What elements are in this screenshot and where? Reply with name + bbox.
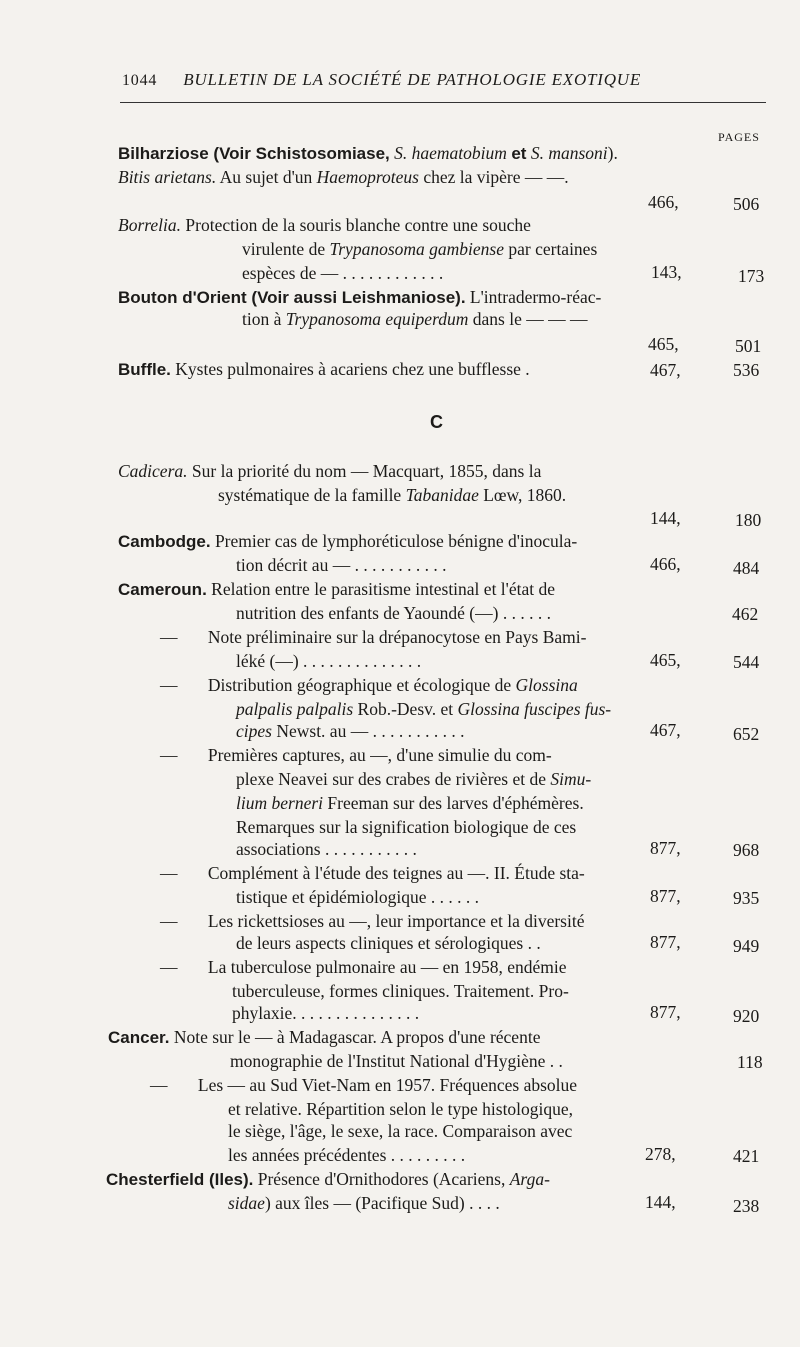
entry-line: le siège, l'âge, le sexe, la race. Comparaison avec (228, 1121, 573, 1141)
entry-line: tion à Trypanosoma equiperdum dans le — — — (242, 309, 588, 329)
entry-bitis: Bitis arietans. Au sujet d'un Haemoproteus chez la vipère — —. (118, 167, 569, 187)
entry-line: cipes Newst. au — . . . . . . . . . . . (236, 721, 465, 741)
page-ref: 421 (733, 1146, 760, 1166)
entry-line: lium berneri Freeman sur des larves d'éphémères. (236, 793, 584, 813)
sub-entry: — Premières captures, au —, d'une simulie du com- (160, 745, 552, 765)
page-ref: 238 (733, 1196, 760, 1216)
page-ref: 118 (737, 1052, 763, 1072)
entry-cancer: Cancer. Note sur le — à Madagascar. A propos d'une récente (108, 1027, 541, 1047)
entry-line: tistique et épidémiologique . . . . . . (236, 887, 480, 907)
sub-entry: — La tuberculose pulmonaire au — en 1958, endémie (160, 957, 567, 977)
sub-entry: — Complément à l'étude des teignes au —. II. Étude sta- (160, 863, 585, 883)
entry-line: phylaxie. . . . . . . . . . . . . . . (232, 1003, 420, 1023)
ref-number: 143, (651, 262, 682, 282)
ref-number: 466, (648, 192, 679, 212)
entry-line: systématique de la famille Tabanidae Lœw, 1860. (218, 485, 567, 505)
page-ref: 536 (733, 360, 760, 380)
entry-line: nutrition des enfants de Yaoundé (—) . . . . . . (236, 603, 551, 623)
entry-line: les années précédentes . . . . . . . . . (228, 1145, 466, 1165)
page-ref: 949 (733, 936, 760, 956)
entry-cadicera: Cadicera. Sur la priorité du nom — Macquart, 1855, dans la (118, 461, 542, 481)
section-letter: C (430, 412, 443, 432)
sub-entry: — Les — au Sud Viet-Nam en 1957. Fréquences absolue (150, 1075, 578, 1095)
sub-entry: — Distribution géographique et écologique de Glossina (160, 675, 578, 695)
page-ref: 180 (735, 510, 762, 530)
ref-number: 467, (650, 360, 681, 380)
page-ref: 652 (733, 724, 760, 744)
page-ref: 544 (733, 652, 760, 672)
ref-number: 467, (650, 720, 681, 740)
sub-entry: — Les rickettsioses au —, leur importance et la diversité (160, 911, 585, 931)
page-ref: 920 (733, 1006, 760, 1026)
ref-number: 278, (645, 1144, 676, 1164)
entry-bilharziose: Bilharziose (Voir Schistosomiase, S. haematobium et S. mansoni). (118, 143, 618, 163)
ref-number: 144, (650, 508, 681, 528)
page-number: 1044 (122, 72, 158, 89)
entry-line: de leurs aspects cliniques et sérologiques . . (236, 933, 541, 953)
entry-line: virulente de Trypanosoma gambiense par certaines (242, 239, 598, 259)
sub-entry: — Note préliminaire sur la drépanocytose en Pays Bami- (160, 627, 587, 647)
entry-line: et relative. Répartition selon le type histologique, (228, 1099, 574, 1119)
entry-line: léké (—) . . . . . . . . . . . . . . (236, 651, 422, 671)
ref-number: 465, (650, 650, 681, 670)
entry-line: plexe Neavei sur des crabes de rivières et de Simu- (236, 769, 592, 789)
entry-line: sidae) aux îles — (Pacifique Sud) . . . . (228, 1193, 500, 1213)
page-ref: 935 (733, 888, 760, 908)
page-ref: 968 (733, 840, 760, 860)
entry-line: Remarques sur la signification biologique de ces (236, 817, 577, 837)
header-rule (120, 102, 766, 103)
ref-number: 465, (648, 334, 679, 354)
ref-number: 877, (650, 886, 681, 906)
page-ref: 173 (738, 266, 765, 286)
page-ref: 462 (732, 604, 759, 624)
entry-borrelia: Borrelia. Protection de la souris blanche contre une souche (118, 215, 531, 235)
ref-number: 877, (650, 932, 681, 952)
page-ref: 506 (733, 194, 760, 214)
running-header (122, 70, 760, 90)
page-ref: 484 (733, 558, 760, 578)
entry-line: tuberculeuse, formes cliniques. Traitement. Pro- (232, 981, 569, 1001)
entry-cameroun: Cameroun. Relation entre le parasitisme intestinal et l'état de (118, 579, 555, 599)
entry-line: tion décrit au — . . . . . . . . . . . (236, 555, 447, 575)
entry-chesterfield: Chesterfield (Iles). Présence d'Ornithodores (Acariens, Arga- (106, 1169, 550, 1189)
page-ref: 501 (735, 336, 762, 356)
entry-bouton-d-orient: Bouton d'Orient (Voir aussi Leishmaniose). L'intradermo-réac- (118, 287, 602, 307)
entry-buffle: Buffle. Kystes pulmonaires à acariens chez une bufflesse . (118, 359, 530, 379)
pages-column-label: PAGES (718, 130, 760, 144)
entry-line: monographie de l'Institut National d'Hygiène . . (230, 1051, 563, 1071)
entry-line: palpalis palpalis Rob.-Desv. et Glossina fuscipes fus- (236, 699, 612, 719)
entry-cambodge: Cambodge. Premier cas de lymphoréticulose bénigne d'inocula- (118, 531, 578, 551)
ref-number: 144, (645, 1192, 676, 1212)
ref-number: 877, (650, 838, 681, 858)
entry-line: espèces de — . . . . . . . . . . . . (242, 263, 444, 283)
ref-number: 877, (650, 1002, 681, 1022)
ref-number: 466, (650, 554, 681, 574)
journal-title: BULLETIN DE LA SOCIÉTÉ DE PATHOLOGIE EXOTIQUE (183, 70, 642, 89)
entry-line: associations . . . . . . . . . . . (236, 839, 417, 859)
